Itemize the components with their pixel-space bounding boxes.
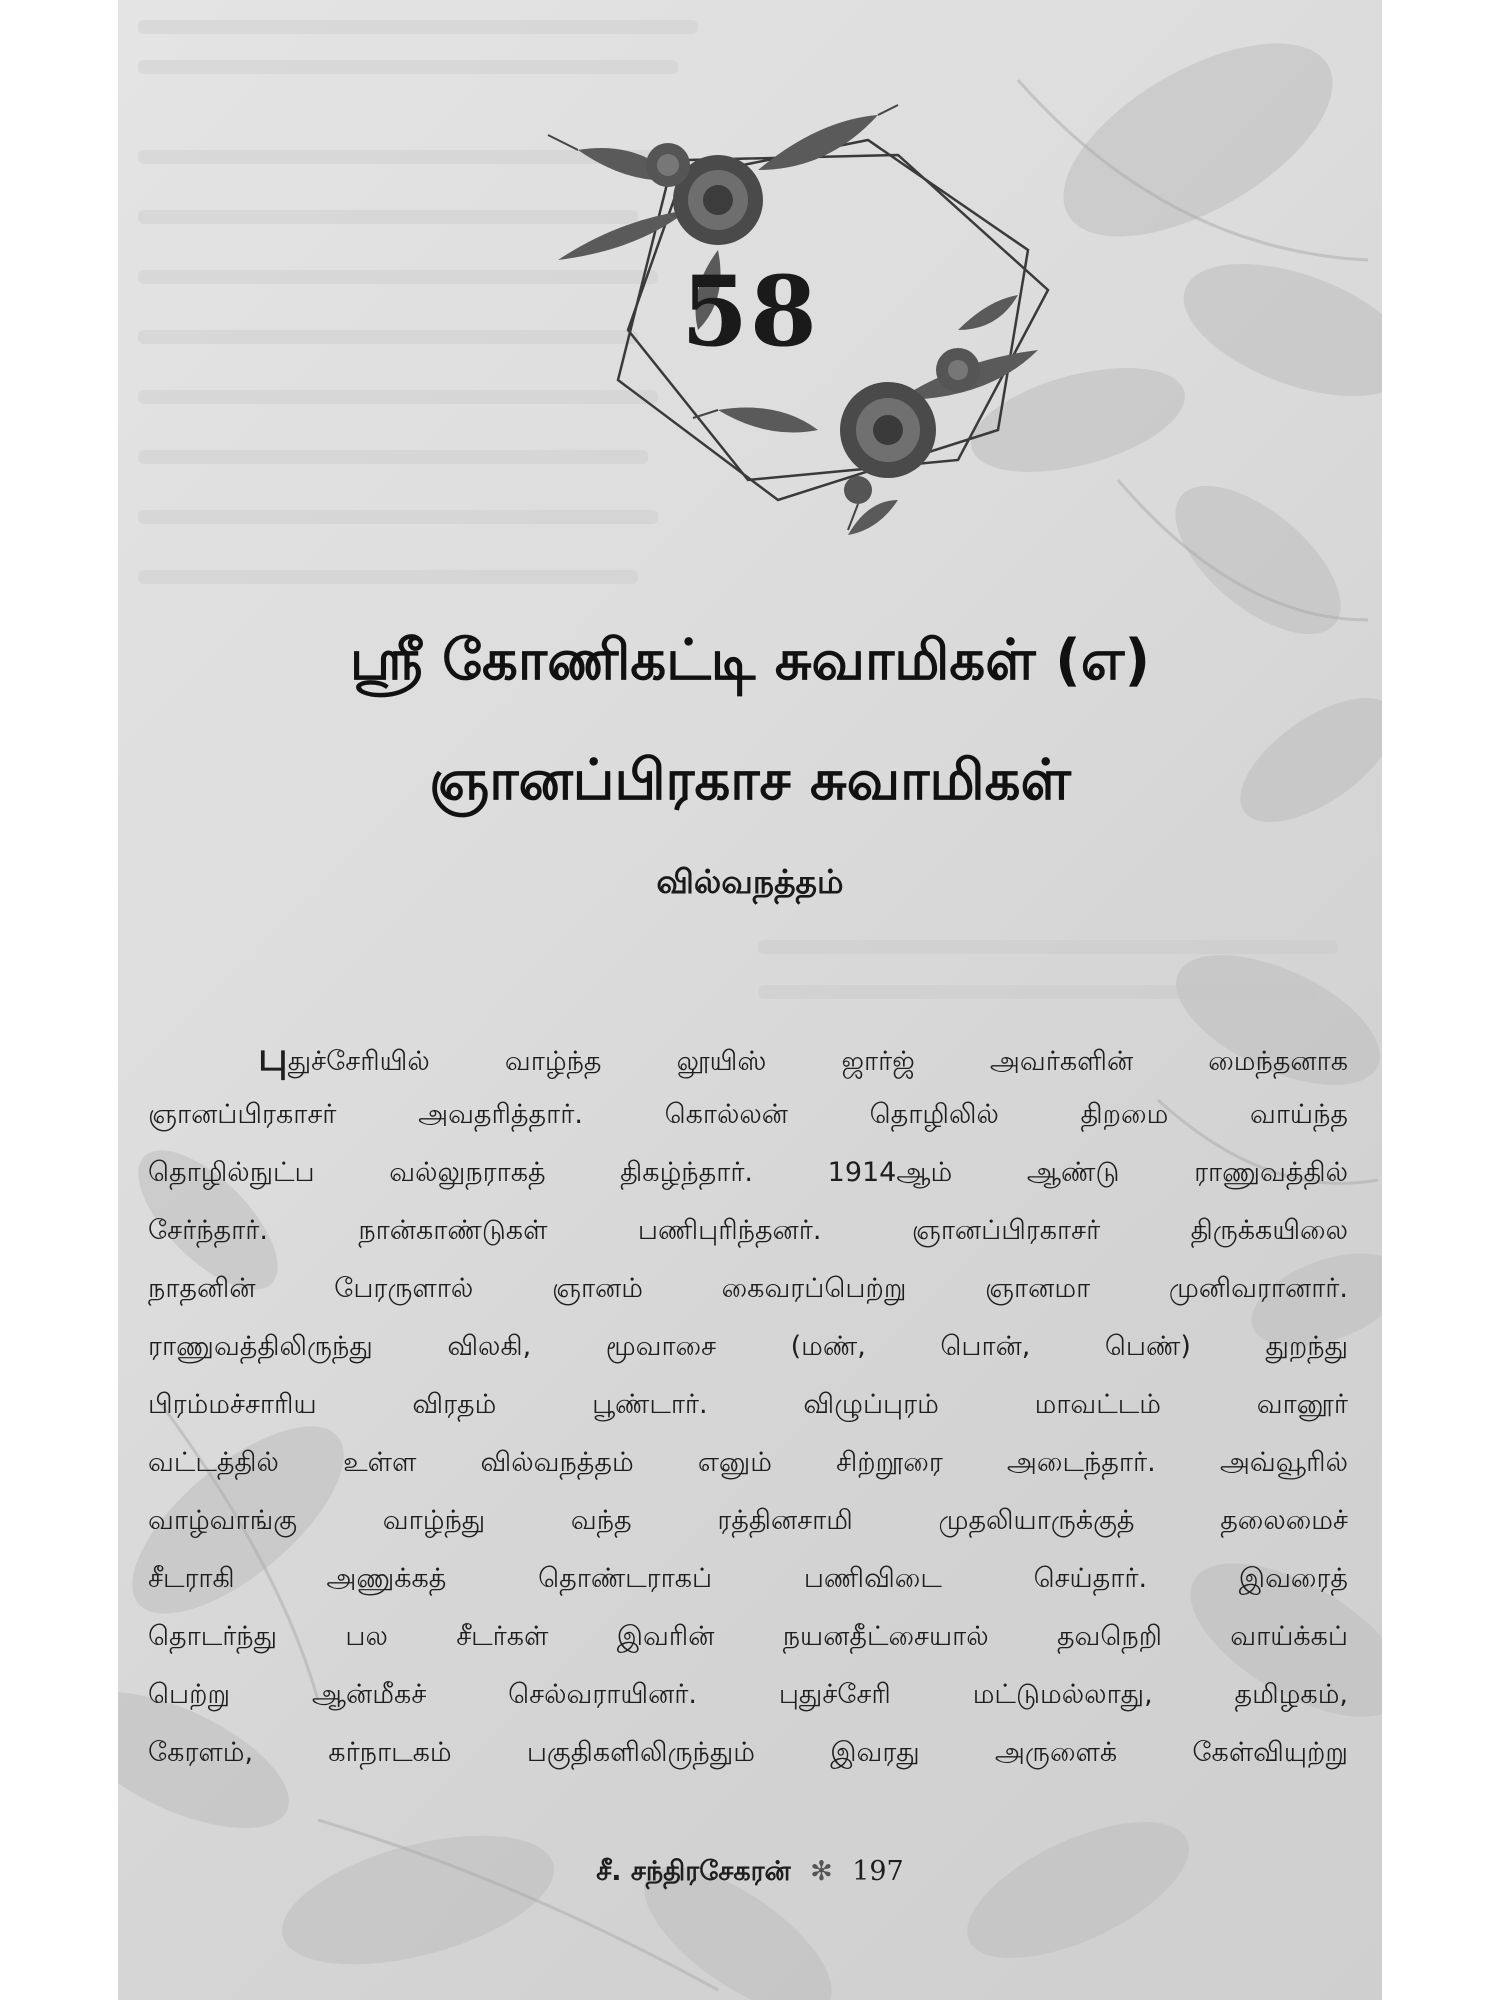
body-line: வாழ்வாங்கு வாழ்ந்து வந்த ரத்தினசாமி முதலியாருக்குத் தலைமைச் <box>148 1505 1348 1536</box>
body-line <box>148 1028 1348 1086</box>
footer-author: சீ. சந்திரசேகரன் <box>596 1856 791 1887</box>
body-line: கேரளம், கர்நாடகம் பகுதிகளிலிருந்தும் இவரது அருளைக் கேள்வியுற்று <box>148 1737 1348 1768</box>
body-line: பெற்று ஆன்மீகச் செல்வராயினர். புதுச்சேரி மட்டுமல்லாது, தமிழகம், <box>148 1679 1348 1710</box>
body-line-text: துச்சேரியில் வாழ்ந்த லூயிஸ் ஜார்ஜ் அவர்களின் மைந்தனாக <box>287 1046 1348 1077</box>
star-separator-icon: ✻ <box>810 1856 833 1887</box>
body-line: சீடராகி அணுக்கத் தொண்டராகப் பணிவிடை செய்தார். இவரைத் <box>148 1563 1348 1594</box>
drop-letter: பு <box>258 1034 288 1080</box>
body-line: பிரம்மச்சாரிய விரதம் பூண்டார். விழுப்புரம் மாவட்டம் வானூர் <box>148 1389 1348 1420</box>
body-line: நாதனின் பேரருளால் ஞானம் கைவரப்பெற்று ஞானமா முனிவரானார். <box>148 1273 1348 1304</box>
book-page <box>118 0 1382 2000</box>
chapter-title-line-1: ஸ்ரீ கோணிகட்டி சுவாமிகள் (எ) <box>349 628 1151 693</box>
body-line: ராணுவத்திலிருந்து விலகி, மூவாசை (மண், பொன், பெண்) துறந்து <box>148 1331 1348 1362</box>
page-footer <box>118 1856 1382 1891</box>
body-paragraph <box>148 1028 1348 1782</box>
chapter-title-line-2: ஞானப்பிரகாச சுவாமிகள் <box>429 748 1071 813</box>
body-line: தொடர்ந்து பல சீடர்கள் இவரின் நயனதீட்சையால் தவநெறி வாய்க்கப் <box>148 1621 1348 1652</box>
body-line: ஞானப்பிரகாசர் அவதரித்தார். கொல்லன் தொழிலில் திறமை வாய்ந்த <box>148 1099 1348 1130</box>
body-line: தொழில்நுட்ப வல்லுநராகத் திகழ்ந்தார். 1914ஆம் ஆண்டு ராணுவத்தில் <box>148 1157 1348 1188</box>
chapter-number: 58 <box>681 255 819 368</box>
body-line: சேர்ந்தார். நான்காண்டுகள் பணிபுரிந்தனர். ஞானப்பிரகாசர் திருக்கயிலை <box>148 1215 1348 1246</box>
chapter-place: வில்வநத்தம் <box>656 862 844 901</box>
body-line: வட்டத்தில் உள்ள வில்வநத்தம் எனும் சிற்றூரை அடைந்தார். அவ்வூரில் <box>148 1447 1348 1478</box>
page-number: 197 <box>852 1856 904 1887</box>
